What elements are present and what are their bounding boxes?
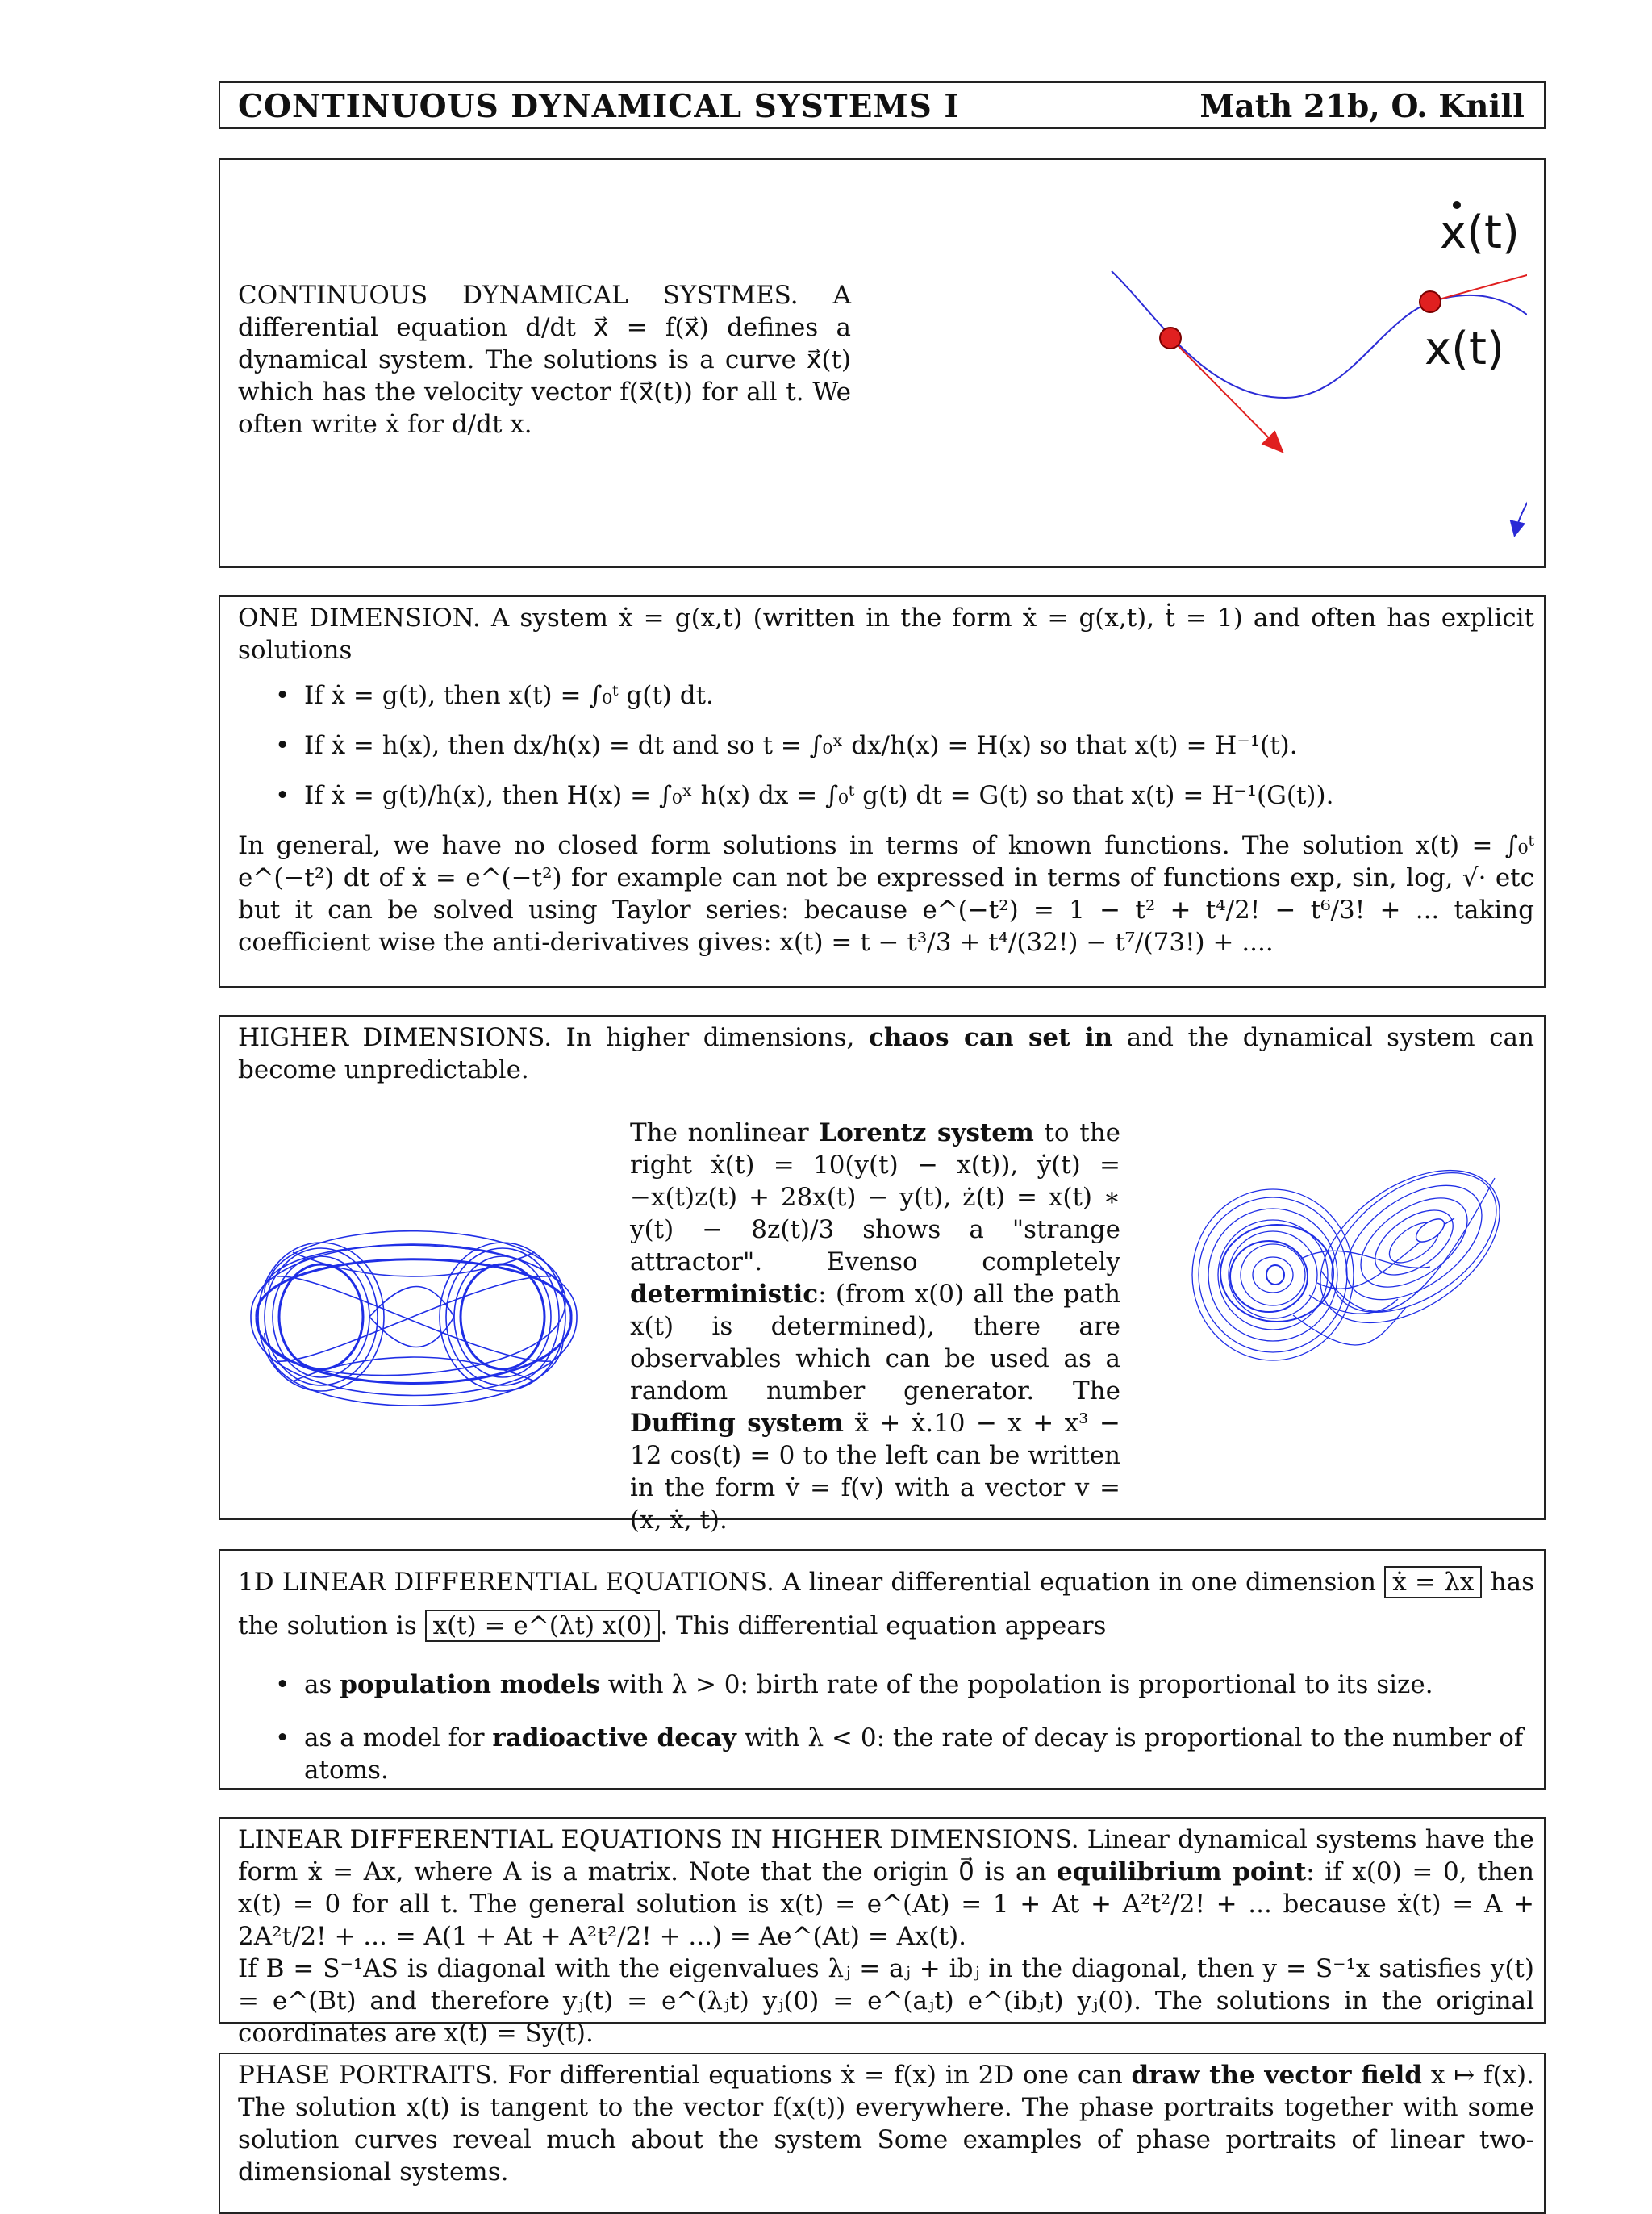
solution-box: x(t) = e^(λt) x(0) [425,1610,661,1642]
lorentz-attractor-figure [1188,1154,1511,1380]
point-right [1420,291,1441,312]
linear-high-text: LINEAR DIFFERENTIAL EQUATIONS IN HIGHER DIMENSIONS. Linear dynamical systems have the form ẋ = Ax, where A is a matrix. Note that the origin 0⃗ is an equilibrium point: if x(0) = 0, then x(t) = 0 for all t. The general solution is x(t) = e^(At) = 1 + At + A²t²/2! + ... because ẋ(t) = A + 2A²t/2! + ... = A(1 + At + A²t²/2! + ...) = Ae^(At) = Ax(t). [238,1825,1534,1951]
label-xdot: x(t) [1440,207,1520,259]
linear1d-intro: 1D LINEAR DIFFERENTIAL EQUATIONS. A linear differential equation in one dimension ẋ = λx has the solution is x(t) = e^(λt) x(0) . This differential equation appears [238,1568,1535,1640]
one-dimension-section [219,595,1546,988]
title-bar [219,81,1546,129]
list-item: • If ẋ = g(t)/h(x), then H(x) = ∫₀ˣ h(x) dx = ∫₀ᵗ g(t) dt = G(t) so that x(t) = H⁻¹(G(t)). [275,781,1334,810]
intro-text: CONTINUOUS DYNAMICAL SYSTMES. A differential equation d/dt x⃗ = f(x⃗) defines a dynamical system. The solutions is a curve x⃗(t) which has the velocity vector f(x⃗(t)) for all t. We often write ẋ for d/dt x. [238,281,851,439]
list-item: • as a model for radioactive decay with λ < 0: the rate of decay is proportional to the number of atoms. [275,1723,1524,1785]
trajectory-figure [866,172,1527,551]
one-dim-list [275,679,1534,812]
one-dim-intro: ONE DIMENSION. A system ẋ = g(x,t) (written in the form ẋ = g(x,t), ṫ = 1) and often has explicit solutions [238,604,1534,665]
linear-high-diagonal: If B = S⁻¹AS is diagonal with the eigenvalues λⱼ = aⱼ + ibⱼ in the diagonal, then y = S⁻¹x satisfies y(t) = e^(Bt) and therefore yⱼ(t) = e^(λⱼt) yⱼ(0) = e^(aⱼt) e^(ibⱼt) yⱼ(0). The solutions in the original coordinates are x(t) = Sy(t). [238,1954,1534,2048]
lorentz-duffing-text: The nonlinear Lorentz system to the right ẋ(t) = 10(y(t) − x(t)), ẏ(t) = −x(t)z(t) + 28x(t) − y(t), ż(t) = x(t) ∗ y(t) − 8z(t)/3 shows a "strange attractor". Evenso completely deterministic: (from x(0) all the path x(t) is determined), there are observables which can be used as a random number generator. The Duffing system ẍ + ẋ.10 − x + x³ − 12 cos(t) = 0 to the left can be written in the form v̇ = f(v) with a vector v = (x, ẋ, t). [630,1118,1121,1535]
linear1d-list [275,1669,1534,1786]
intro-section [219,158,1546,568]
list-item: • If ẋ = g(t), then x(t) = ∫₀ᵗ g(t) dt. [275,681,714,710]
list-item: • If ẋ = h(x), then dx/h(x) = dt and so t = ∫₀ˣ dx/h(x) = H(x) so that x(t) = H⁻¹(t). [275,731,1298,760]
label-x: x(t) [1425,323,1504,375]
phase-text: PHASE PORTRAITS. For differential equations ẋ = f(x) in 2D one can draw the vector field x ↦ f(x). The solution x(t) is tangent to the vector f(x(t)) everywhere. The phase portraits together with some solution curves reveal much about the system Some examples of phase portraits of linear two-dimensional systems. [238,2061,1534,2187]
higher-dimensions-section [219,1015,1546,1535]
phase-portraits-section [219,2053,1546,2214]
linear-higher-section [219,1817,1546,2048]
list-item: • as population models with λ > 0: birth rate of the popolation is proportional to its size. [275,1670,1433,1699]
duffing-attractor-figure [244,1196,583,1438]
one-dim-closing: In general, we have no closed form solutions in terms of known functions. The solution x(t) = ∫₀ᵗ e^(−t²) dt of ẋ = e^(−t²) for example can not be expressed in terms of functions exp, sin, log, √· etc but it can be solved using Taylor series: because e^(−t²) = 1 − t² + t⁴/2! − t⁶/3! + ... taking coefficient wise the anti-derivatives gives: x(t) = t − t³/3 + t⁴/(32!) − t⁷/(73!) + .... [238,831,1534,957]
linear-1d-section [219,1549,1546,1790]
equation-box: ẋ = λx [1384,1566,1482,1598]
point-left [1160,328,1181,349]
velocity-arrow-left [1170,338,1282,451]
page-title: CONTINUOUS DYNAMICAL SYSTEMS I [238,88,960,125]
higher-intro: HIGHER DIMENSIONS. In higher dimensions, chaos can set in and the dynamical system can become unpredictable. [238,1023,1535,1084]
course-author: Math 21b, O. Knill [1199,88,1525,125]
solution-curve [1112,271,1527,534]
